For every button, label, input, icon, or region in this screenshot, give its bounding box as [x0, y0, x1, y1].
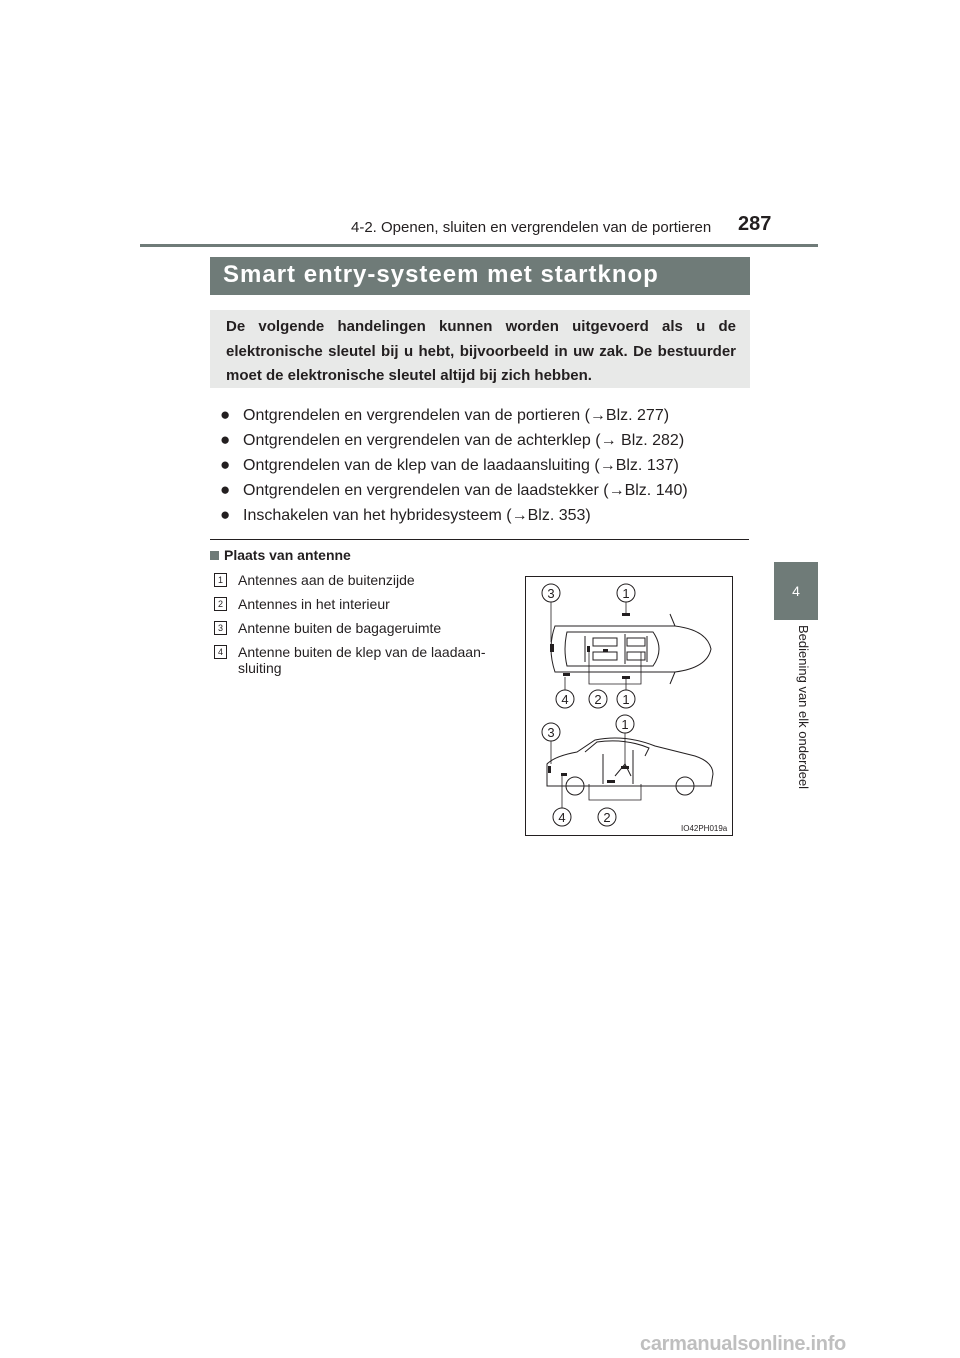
section-title: Smart entry-systeem met startknop [210, 257, 750, 295]
bullet-icon: ● [220, 505, 231, 524]
antenna-list [214, 572, 510, 684]
list-item [220, 402, 688, 427]
watermark: carmanualsonline.info [640, 1333, 846, 1355]
intro-box: De volgende handelingen kunnen worden uitgevoerd als u de elektronische sleutel bij u hebt, bijvoorbeeld in uw zak. De bestuurder moet de elektronische sleutel altijd bij zich hebben. [210, 310, 750, 388]
section-divider [210, 539, 749, 540]
number-badge: 4 [214, 645, 227, 659]
svg-text:4: 4 [561, 692, 569, 707]
svg-text:3: 3 [547, 725, 555, 740]
antenna-item: 4 Antenne buiten de klep van de laadaan-sluiting [214, 644, 510, 676]
svg-text:4: 4 [558, 810, 566, 825]
svg-text:1: 1 [622, 692, 630, 707]
bullet-icon: ● [220, 430, 231, 449]
number-badge: 3 [214, 621, 227, 635]
list-item [220, 502, 688, 527]
list-item-text: Ontgrendelen van de klep van de laadaansluiting (→Blz. 137) [243, 457, 679, 474]
antenna-item: 1 Antennes aan de buitenzijde [214, 572, 510, 588]
bullet-icon: ● [220, 455, 231, 474]
list-item-text: Ontgrendelen en vergrendelen van de laadstekker (→Blz. 140) [243, 482, 688, 499]
running-header: 4-2. Openen, sluiten en vergrendelen van de portieren [351, 219, 712, 236]
figure-caption: IO42PH019a [681, 824, 728, 833]
chapter-title-vertical: Bediening van elk onderdeel [796, 625, 811, 790]
page-number: 287 [738, 213, 772, 235]
svg-text:1: 1 [621, 717, 629, 732]
antenna-item: 3 Antenne buiten de bagageruimte [214, 620, 510, 636]
list-item-text: Ontgrendelen en vergrendelen van de achterklep (→ Blz. 282) [243, 432, 685, 449]
svg-text:2: 2 [603, 810, 611, 825]
antenna-item: 2 Antennes in het interieur [214, 596, 510, 612]
number-badge: 2 [214, 597, 227, 611]
operations-list [220, 402, 688, 527]
chapter-tab: 4 [774, 562, 818, 620]
list-item-text: Inschakelen van het hybridesysteem (→Blz. 353) [243, 507, 591, 524]
list-item [220, 477, 688, 502]
list-item-text: Ontgrendelen en vergrendelen van de portieren (→Blz. 277) [243, 407, 670, 424]
bullet-icon: ● [220, 480, 231, 499]
svg-text:2: 2 [594, 692, 602, 707]
antenna-heading: Plaats van antenne [210, 547, 351, 563]
number-badge: 1 [214, 573, 227, 587]
header-divider [140, 244, 818, 247]
bullet-icon: ● [220, 405, 231, 424]
list-item [220, 452, 688, 477]
square-bullet-icon [210, 551, 219, 560]
svg-text:1: 1 [622, 586, 630, 601]
antenna-location-figure [525, 576, 733, 836]
svg-text:3: 3 [547, 586, 555, 601]
list-item [220, 427, 688, 452]
